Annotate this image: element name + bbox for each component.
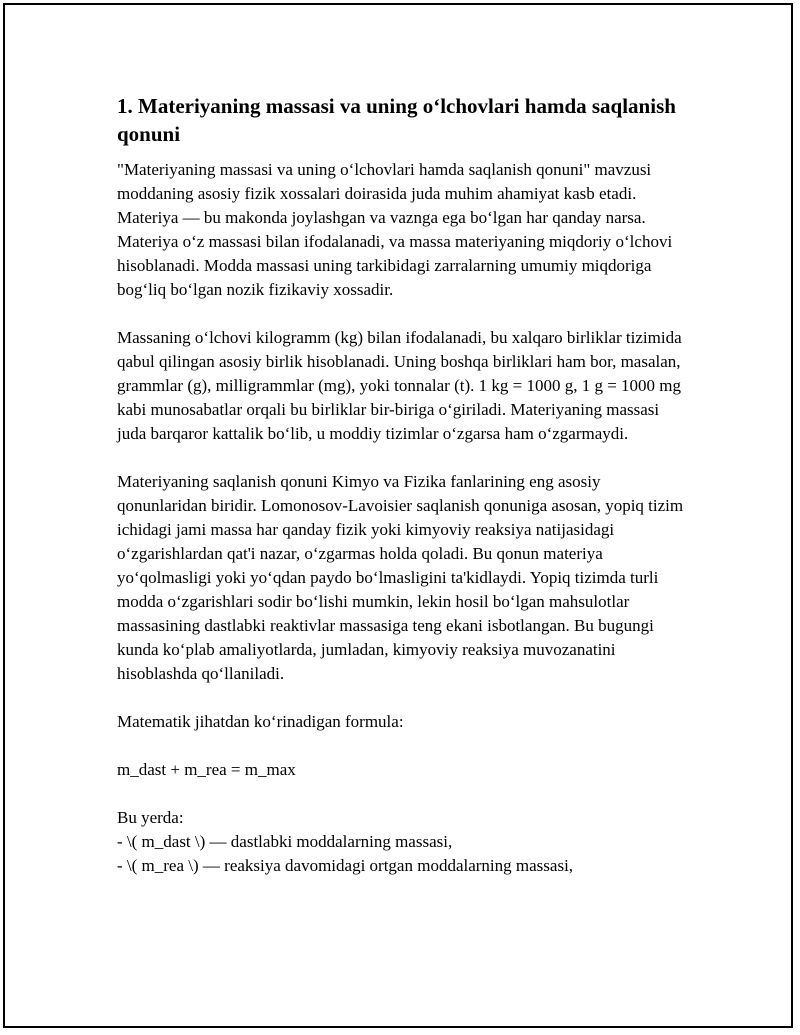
paragraph-gap bbox=[117, 446, 689, 470]
paragraph-units: Massaning o‘lchovi kilogramm (kg) bilan ifodalanadi, bu xalqaro birliklar tizimida qabul qilingan asosiy birlik hisoblanadi. Uning boshqa birliklari ham bor, masalan, grammlar (g), milligrammlar (mg), yoki tonnalar (t). 1 kg = 1000 g, 1 g = 1000 mg kabi munosabatlar orqali bu birliklar bir-biriga o‘giriladi. Materiyaning massasi juda barqaror kattalik bo‘lib, u moddiy tizimlar o‘zgarsa ham o‘zgarmaydi. bbox=[117, 328, 682, 443]
paragraph-conservation-law: Materiyaning saqlanish qonuni Kimyo va Fizika fanlarining eng asosiy qonunlaridan biridir. Lomonosov-Lavoisier saqlanish qonuniga asosan, yopiq tizim ichidagi jami massa har qanday fizik yoki kimyoviy reaksiya natijasidagi o‘zgarishlardan qat'i nazar, o‘zgarmas holda qoladi. Bu qonun materiya yo‘qolmasligi yoki yo‘qdan paydo bo‘lmasligini ta'kidlaydi. Yopiq tizimda turli modda o‘zgarishlari sodir bo‘lishi mumkin, lekin hosil bo‘lgan mahsulotlar massasining dastlabki reaktivlar massasiga teng ekani isbotlangan. Bu bugungi kunda ko‘plab amaliyotlarda, jumladan, kimyoviy reaksiya muvozanatini hisoblashda qo‘llaniladi. bbox=[117, 472, 684, 683]
section-heading: 1. Materiyaning massasi va uning o‘lchovlari hamda saqlanish qonuni bbox=[117, 94, 676, 146]
formula-line: m_dast + m_rea = m_max bbox=[117, 760, 296, 779]
paragraph-formula-intro: Matematik jihatdan ko‘rinadigan formula: bbox=[117, 712, 404, 731]
definitions-intro: Bu yerda: bbox=[117, 808, 184, 827]
definition-item: - \( m_rea \) — reaksiya davomidagi ortgan moddalarning massasi, bbox=[117, 856, 574, 875]
document-body bbox=[117, 92, 689, 878]
paragraph-gap bbox=[117, 302, 689, 326]
paragraph-gap bbox=[117, 686, 689, 710]
definition-item: - \( m_dast \) — dastlabki moddalarning massasi, bbox=[117, 832, 453, 851]
paragraph-intro: "Materiyaning massasi va uning o‘lchovlari hamda saqlanish qonuni" mavzusi moddaning asosiy fizik xossalari doirasida juda muhim ahamiyat kasb etadi. Materiya — bu makonda joylashgan va vaznga ega bo‘lgan har qanday narsa. Materiya o‘z massasi bilan ifodalanadi, va massa materiyaning miqdoriy o‘lchovi hisoblanadi. Modda massasi uning tarkibidagi zarralarning umumiy miqdoriga bog‘liq bo‘lgan nozik fizikaviy xossadir. bbox=[117, 160, 673, 299]
paragraph-gap bbox=[117, 734, 689, 758]
paragraph-gap bbox=[117, 782, 689, 806]
